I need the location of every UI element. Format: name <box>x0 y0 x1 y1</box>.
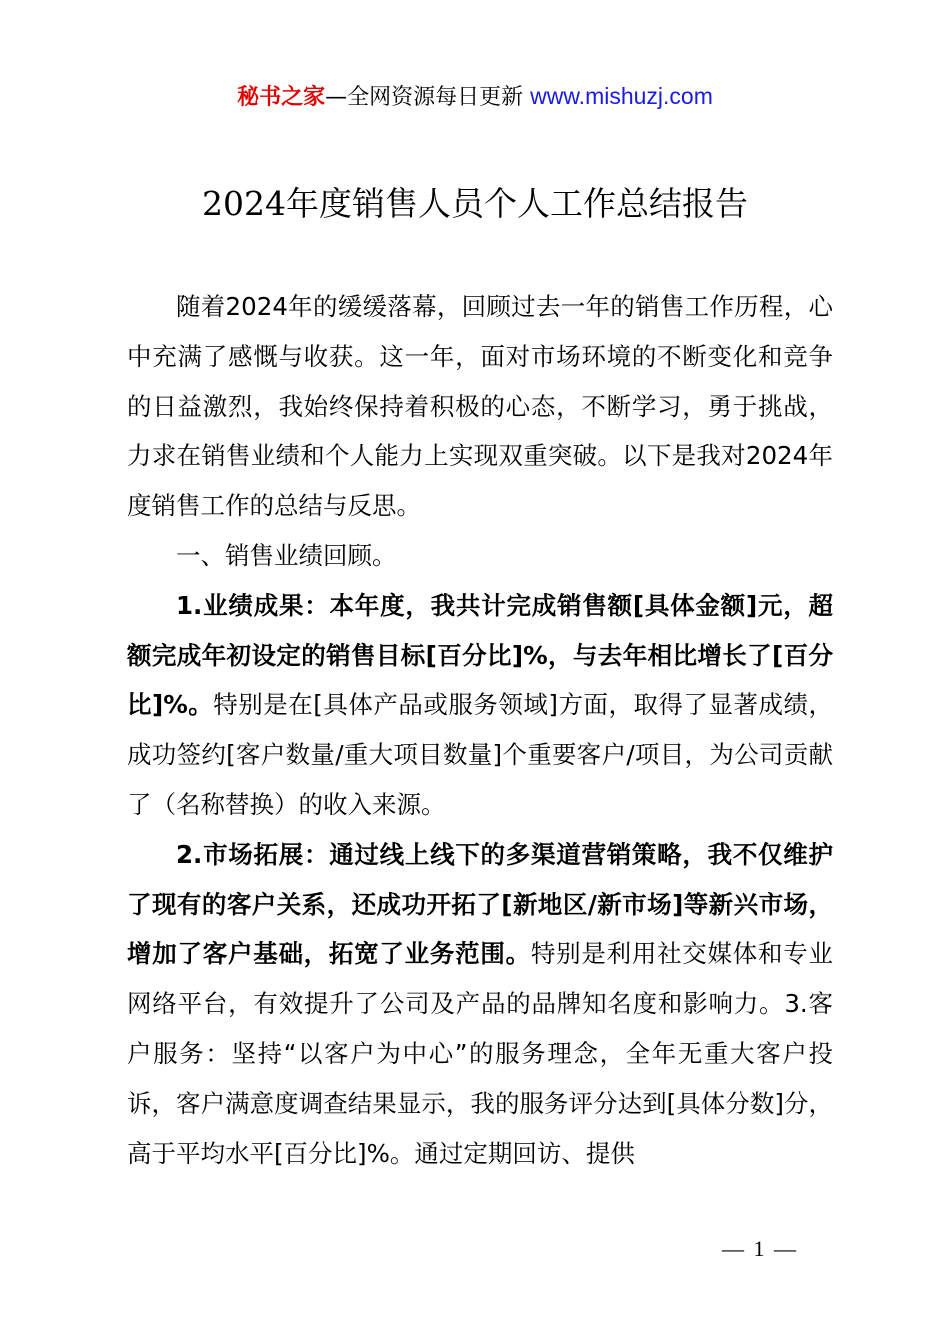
document-title: 2024年度销售人员个人工作总结报告 <box>202 184 748 223</box>
item-market-expansion-text: 特别是利用社交媒体和专业网络平台，有效提升了公司及产品的品牌知名度和影响力。3.客户服务：坚持“以客户为中心”的服务理念，全年无重大客户投诉，客户满意度调查结果显示，我的服务评分达到[具体分数]分，高于平均水平[百分比]%。通过定期回访、提供 <box>127 939 834 1168</box>
item-market-expansion-bold: 2.市场拓展：通过线上线下的多渠道营销策略，我不仅维护了现有的客户关系，还成功开拓了[新地区/新市场]等新兴市场，增加了客户基础，拓宽了业务范围。 <box>127 839 833 969</box>
item-performance-results-text: 特别是在[具体产品或服务领域]方面，取得了显著成绩，成功签约[客户数量/重大项目数量]个重要客户/项目，为公司贡献了（名称替换）的收入来源。 <box>127 690 833 819</box>
intro-paragraph: 随着2024年的缓缓落幕，回顾过去一年的销售工作历程，心中充满了感慨与收获。这一年，面对市场环境的不断变化和竞争的日益激烈，我始终保持着积极的心态，不断学习，勇于挑战，力求在销售业绩和个人能力上实现双重突破。以下是我对2024年度销售工作的总结与反思。 <box>127 292 833 521</box>
site-brand: 秘书之家 <box>237 85 326 110</box>
site-header <box>0 80 950 114</box>
section-heading-sales-review: 一、销售业绩回顾。 <box>176 540 397 570</box>
item-performance-results <box>127 581 833 830</box>
item-market-expansion <box>127 830 833 1179</box>
page-number: — 1 — <box>722 1236 798 1261</box>
site-tagline: —全网资源每日更新 <box>325 85 524 110</box>
item-performance-results-bold: 1.业绩成果：本年度，我共计完成销售额[具体金额]元，超额完成年初设定的销售目标[百分比]%，与去年相比增长了[百分比]%。 <box>127 590 833 720</box>
document-body <box>127 282 833 1178</box>
site-url-link[interactable]: www.mishuzj.com <box>530 83 713 109</box>
